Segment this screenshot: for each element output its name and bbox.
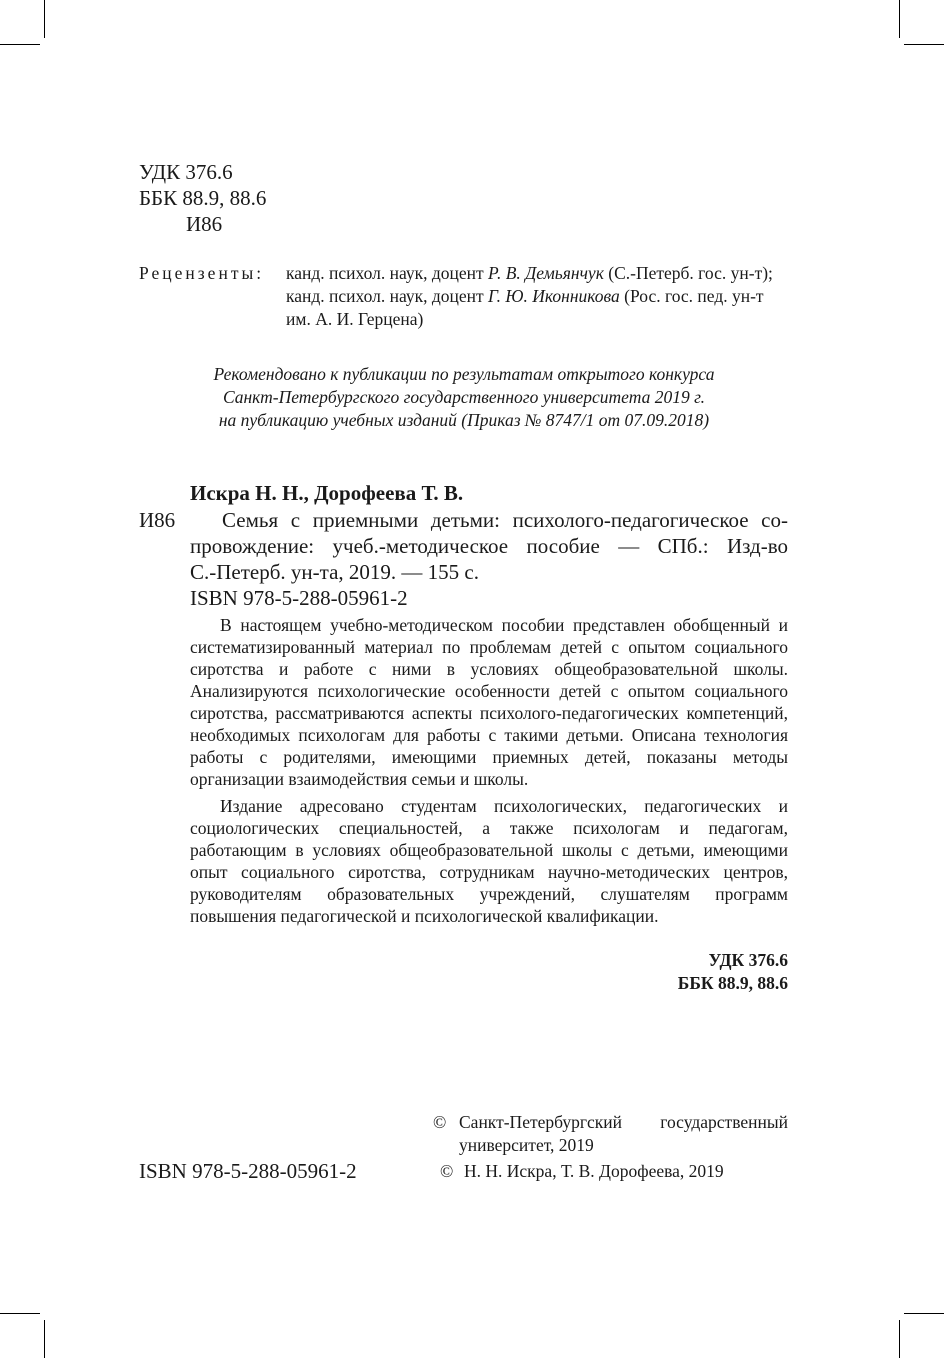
copyright-symbol-1: © bbox=[433, 1112, 447, 1132]
crop-mark-bottom-left-horizontal bbox=[0, 1313, 40, 1314]
reviewer-2-affiliation-cont: им. А. И. Герцена) bbox=[286, 309, 424, 329]
crop-mark-top-left-vertical bbox=[44, 0, 45, 38]
bib-title-line-1: Семья с приемными детьми: психолого-педагогическое со- bbox=[222, 508, 788, 532]
recommendation-line-2: Санкт-Петербургского государственного университета 2019 г. bbox=[222, 387, 706, 407]
reviewer-2-title: канд. психол. наук, доцент bbox=[286, 286, 489, 306]
reviewers-label: Рецензенты: bbox=[139, 263, 265, 283]
crop-mark-bottom-left-vertical bbox=[44, 1320, 45, 1358]
reviewer-2-affiliation: (Рос. гос. пед. ун-т bbox=[619, 286, 764, 306]
bib-title-line-2: провождение: учеб.-методическое пособие — СПб.: Изд-во bbox=[190, 534, 788, 558]
copyright-symbol-2: © bbox=[440, 1161, 454, 1181]
recommendation-line-3: на публикацию учебных изданий (Приказ № 8747/1 от 07.09.2018) bbox=[218, 410, 710, 430]
bib-authors: Искра Н. Н., Дорофеева Т. В. bbox=[190, 481, 464, 505]
udk-code-bottom: УДК 376.6 bbox=[708, 950, 788, 970]
reviewer-2-name: Г. Ю. Иконникова bbox=[488, 286, 620, 306]
reviewer-1 bbox=[286, 262, 773, 284]
copyright-1-line-1: Санкт-Петербургский государственный bbox=[459, 1112, 788, 1132]
bib-isbn: ISBN 978-5-288-05961-2 bbox=[190, 586, 408, 610]
footer-isbn: ISBN 978-5-288-05961-2 bbox=[139, 1159, 357, 1183]
bib-author-mark: И86 bbox=[139, 508, 176, 532]
annotation-paragraph-1: В настоящем учебно-методическом пособии представлен обобщенный и систематизированный материал по проблемам детей с опытом социального сиротства и работе с ними в условиях общеобразовательной школы. Анализируются психологические особенности детей с опытом социального сиротства, рассматриваются аспекты психолого-педагогических компетенций, необходимых психологам для работы с такими детьми. Описана технология работы с родителями, имеющими приемных детей, показаны методы организации взаимодействия семьи и школы. bbox=[190, 615, 788, 789]
crop-mark-top-right-vertical bbox=[899, 0, 900, 38]
crop-mark-top-right-horizontal bbox=[904, 44, 944, 45]
crop-mark-bottom-right-vertical bbox=[899, 1320, 900, 1358]
reviewer-1-name: Р. В. Демьянчук bbox=[488, 263, 604, 283]
bbk-code-top: ББК 88.9, 88.6 bbox=[139, 186, 267, 210]
crop-mark-top-left-horizontal bbox=[0, 44, 40, 45]
copyright-1-line-2: университет, 2019 bbox=[459, 1135, 594, 1155]
recommendation-line-1: Рекомендовано к публикации по результатам открытого конкурса bbox=[213, 364, 715, 384]
annotation-paragraph-2: Издание адресовано студентам психологических, педагогических и социологических специальностей, а также психологам и педагогам, работающим в условиях общеобразовательной школы с детьми, имеющими опыт социального сиротства, сотрудникам научно-методических центров, руководителям образовательных учреждений, слушателям программ повышения педагогической и психологической квалификации. bbox=[190, 796, 788, 926]
bib-title-line-3: С.-Петерб. ун-та, 2019. — 155 с. bbox=[190, 560, 479, 584]
udk-code-top: УДК 376.6 bbox=[139, 160, 233, 184]
reviewer-2 bbox=[286, 285, 764, 307]
crop-mark-bottom-right-horizontal bbox=[904, 1313, 944, 1314]
bbk-code-bottom: ББК 88.9, 88.6 bbox=[677, 973, 788, 993]
reviewer-1-title: канд. психол. наук, доцент bbox=[286, 263, 489, 283]
author-mark-top: И86 bbox=[186, 212, 223, 236]
reviewer-1-affiliation: (С.-Петерб. гос. ун-т); bbox=[603, 263, 773, 283]
copyright-2: Н. Н. Искра, Т. В. Дорофеева, 2019 bbox=[464, 1161, 724, 1181]
